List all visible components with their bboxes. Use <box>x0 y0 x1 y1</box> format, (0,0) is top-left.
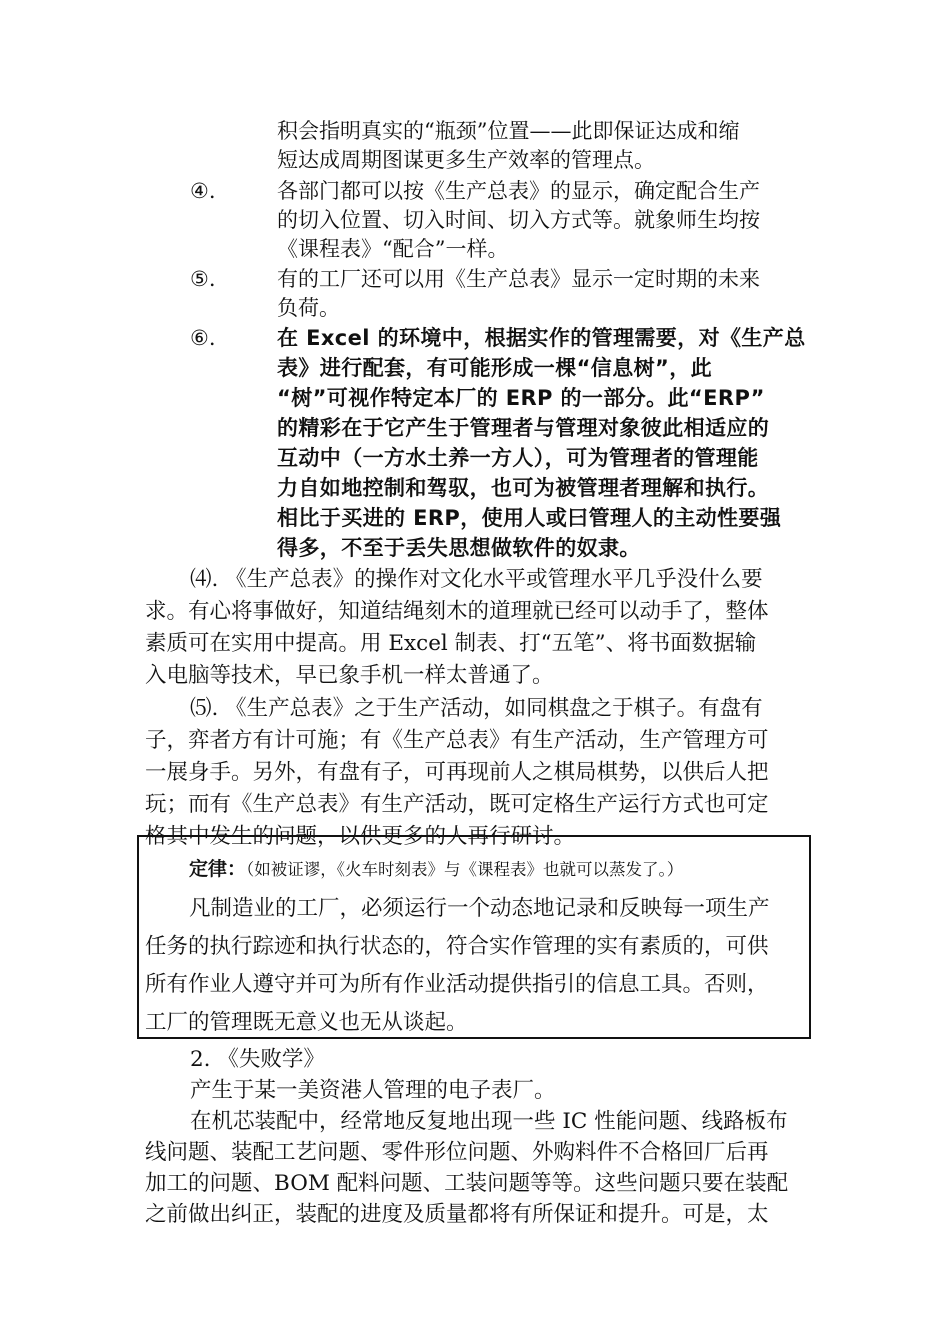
text-line: 负荷。 <box>277 296 340 320</box>
paragraph-line: 产生于某一美资港人管理的电子表厂。 <box>190 1078 556 1103</box>
paragraph-line: 子，弈者方有计可施；有《生产总表》有生产活动，生产管理方可 <box>145 728 769 753</box>
item-number: ⑤. <box>190 267 216 291</box>
text-line: 的切入位置、切入时间、切入方式等。就象师生均按 <box>277 208 760 232</box>
bold-text-line: 相比于买进的 ERP，使用人或曰管理人的主动性要强 <box>277 506 782 530</box>
text-line: 各部门都可以按《生产总表》的显示，确定配合生产 <box>277 179 760 203</box>
law-line: 任务的执行踪迹和执行状态的，符合实作管理的实有素质的，可供 <box>145 934 769 959</box>
bold-text-line: 在 Excel 的环境中，根据实作的管理需要，对《生产总 <box>277 326 806 350</box>
section-heading: 2. 《失败学》 <box>190 1047 325 1072</box>
bold-text-line: 表》进行配套，有可能形成一棵“信息树”，此 <box>277 356 713 380</box>
paragraph-line: 加工的问题、BOM 配料问题、工装问题等等。这些问题只要在装配 <box>145 1171 789 1196</box>
law-box <box>137 835 811 1039</box>
item-number: ⑥. <box>190 326 216 350</box>
law-note: （如被证谬，《火车时刻表》与《课程表》也就可以蒸发了。） <box>246 860 684 879</box>
paragraph-line: 格其中发生的问题，以供更多的人再行研讨。 <box>145 824 576 849</box>
paragraph-line: 玩；而有《生产总表》有生产活动，既可定格生产运行方式也可定 <box>145 792 769 817</box>
text-line: 积会指明真实的“瓶颈”位置——此即保证达成和缩 <box>277 119 740 143</box>
law-title: 定律： <box>189 858 247 880</box>
text-line: 有的工厂还可以用《生产总表》显示一定时期的未来 <box>277 267 760 291</box>
paragraph-line: 入电脑等技术，早已象手机一样太普通了。 <box>145 663 554 688</box>
bold-text-line: 互动中（一方水土养一方人），可为管理者的管理能 <box>277 446 759 470</box>
bold-text-line: 的精彩在于它产生于管理者与管理对象彼此相适应的 <box>277 416 770 440</box>
paragraph-line: ⑸. 《生产总表》之于生产活动，如同棋盘之于棋子。有盘有 <box>190 696 763 721</box>
text-line: 《课程表》“配合”一样。 <box>277 237 509 261</box>
bold-text-line: 得多，不至于丢失思想做软件的奴隶。 <box>277 536 641 560</box>
law-line: 所有作业人遵守并可为所有作业活动提供指引的信息工具。否则， <box>145 972 769 997</box>
bold-text-line: 力自如地控制和驾驭，也可为被管理者理解和执行。 <box>277 476 770 500</box>
text-line: 短达成周期图谋更多生产效率的管理点。 <box>277 148 655 172</box>
paragraph-line: 素质可在实用中提高。用 Excel 制表、打“五笔”、将书面数据输 <box>145 631 757 656</box>
paragraph-line: 求。有心将事做好，知道结绳刻木的道理就已经可以动手了，整体 <box>145 599 769 624</box>
paragraph-line: 线问题、装配工艺问题、零件形位问题、外购料件不合格回厂后再 <box>145 1140 769 1165</box>
bold-text-line: “树”可视作特定本厂的 ERP 的一部分。此“ERP” <box>277 386 765 410</box>
paragraph-line: 之前做出纠正，装配的进度及质量都将有所保证和提升。可是，太 <box>145 1202 769 1227</box>
item-number: ④. <box>190 179 216 203</box>
law-heading <box>189 855 683 884</box>
law-line: 工厂的管理既无意义也无从谈起。 <box>145 1010 468 1035</box>
paragraph-line: 在机芯装配中，经常地反复地出现一些 IC 性能问题、线路板布 <box>190 1109 788 1134</box>
paragraph-line: 一展身手。另外，有盘有子，可再现前人之棋局棋势，以供后人把 <box>145 760 769 785</box>
law-line: 凡制造业的工厂，必须运行一个动态地记录和反映每一项生产 <box>189 896 770 921</box>
paragraph-line: ⑷. 《生产总表》的操作对文化水平或管理水平几乎没什么要 <box>190 567 763 592</box>
